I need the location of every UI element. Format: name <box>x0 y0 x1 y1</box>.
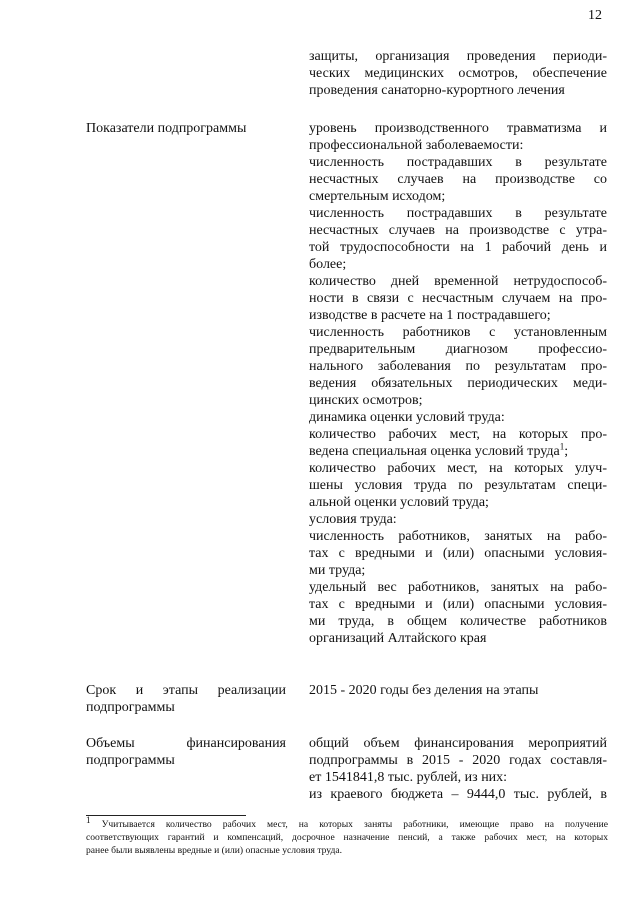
text-line: более; <box>309 257 347 272</box>
text-line: динамика оценки условий труда: <box>309 410 505 425</box>
text-line: из краевого бюджета – 9444,0 тыс. рублей, в <box>309 787 607 802</box>
text-line: проведения санаторно-курортного лечения <box>309 83 565 98</box>
text-line: ми труда; <box>309 563 366 578</box>
text-line: предварительным диагнозом профессио- <box>309 342 607 357</box>
footnote-line <box>86 814 609 831</box>
text-line: ческих медицинских осмотров, обеспечение <box>309 66 607 81</box>
page-number: 12 <box>588 8 602 23</box>
text-line: условия труда: <box>309 512 397 527</box>
text-line: количество дней временной нетрудоспособ- <box>309 274 607 289</box>
row-label: Срок и этапы реализации <box>86 683 286 698</box>
text-line: тах с вредными и (или) опасными условия- <box>309 546 607 561</box>
text-line: несчастных случаев на производстве со <box>309 172 607 187</box>
text-line: организаций Алтайского края <box>309 631 487 646</box>
text-span: ведена специальная оценка условий труда <box>309 444 560 459</box>
text-line: несчастных случаев на производстве с утра- <box>309 223 607 238</box>
text-line: численность пострадавших в результате <box>309 155 607 170</box>
text-line-with-footnote <box>309 443 607 460</box>
text-line: альной оценки условий труда; <box>309 495 489 510</box>
text-line: ет 1541841,8 тыс. рублей, из них: <box>309 770 508 785</box>
text-line: 2015 - 2020 годы без деления на этапы <box>309 683 539 698</box>
row-label: подпрограммы <box>86 753 175 768</box>
text-line: защиты, организация проведения периоди- <box>309 49 607 64</box>
text-line: той трудоспособности на 1 рабочий день и <box>309 240 607 255</box>
row-label: подпрограммы <box>86 700 175 715</box>
text-line: удельный вес работников, занятых на рабо- <box>309 580 607 595</box>
text-line: общий объем финансирования мероприятий <box>309 736 607 751</box>
text-line: ности в связи с несчастным случаем на про- <box>309 291 607 306</box>
text-line: шены условия труда по результатам специ- <box>309 478 607 493</box>
text-span: ; <box>564 444 569 459</box>
text-line: численность работников с установленным <box>309 325 607 340</box>
text-line: нального заболевания по результатам про- <box>309 359 607 374</box>
text-line: изводстве в расчете на 1 пострадавшего; <box>309 308 551 323</box>
text-line: профессиональной заболеваемости: <box>309 138 524 153</box>
footnote-line: ранее были выявлены вредные и (или) опасные условия труда. <box>86 845 343 856</box>
text-line: смертельным исходом; <box>309 189 446 204</box>
footnote-text: Учитывается количество рабочих мест, на которых заняты работники, имеющие право на получение <box>101 819 609 830</box>
footnote-mark: 1 <box>559 441 565 452</box>
text-line: количество рабочих мест, на которых про- <box>309 427 607 442</box>
text-line: подпрограммы в 2015 - 2020 годах составля- <box>309 753 607 768</box>
row-label: Показатели подпрограммы <box>86 121 247 136</box>
text-line: уровень производственного травматизма и <box>309 121 607 136</box>
footnote-line: соответствующих гарантий и компенсаций, досрочное назначение пенсий, а также рабочих мест, на которых <box>86 832 608 843</box>
footnote-mark: 1 <box>86 814 91 825</box>
footnote-divider <box>86 815 246 816</box>
text-line: численность пострадавших в результате <box>309 206 607 221</box>
text-line: количество рабочих мест, на которых улуч- <box>309 461 607 476</box>
text-line: тах с вредными и (или) опасными условия- <box>309 597 607 612</box>
text-line: ми труда, в общем количестве работников <box>309 614 607 629</box>
row-label: Объемы финансирования <box>86 736 286 751</box>
text-line: численность работников, занятых на рабо- <box>309 529 607 544</box>
footnote <box>86 814 609 857</box>
text-line: цинских осмотров; <box>309 393 423 408</box>
text-line: ведения обязательных периодических меди- <box>309 376 607 391</box>
